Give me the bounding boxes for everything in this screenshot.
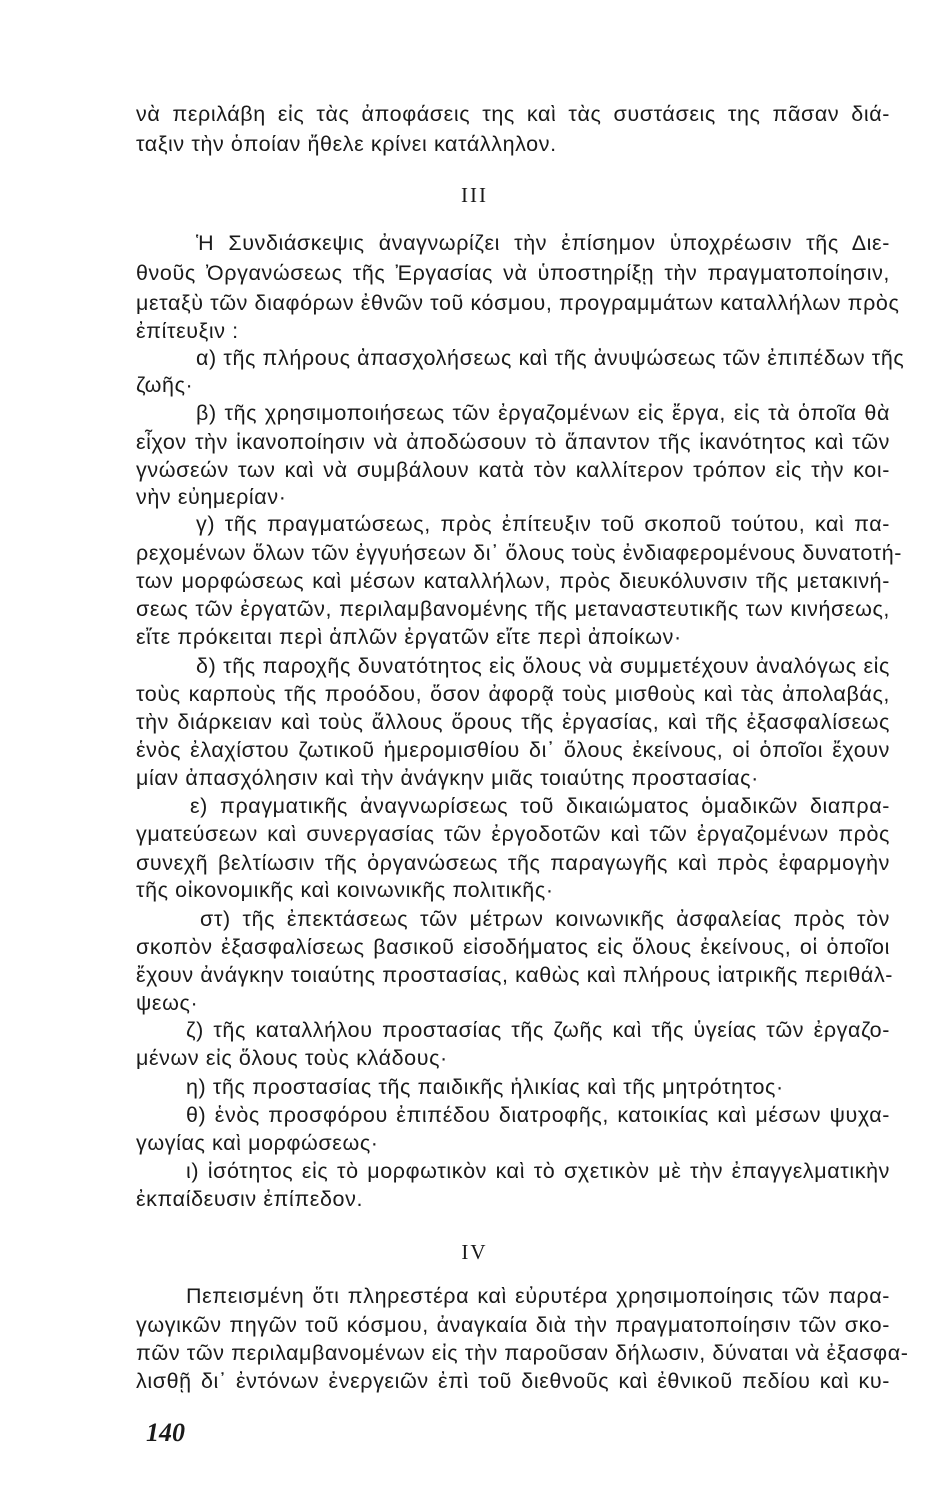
text-line: ψεως· <box>136 991 199 1015</box>
text-line: σεως τῶν ἐργατῶν, περιλαμβανομένης τῆς μεταναστευτικῆς των κινήσεως, <box>136 597 890 621</box>
text-line: ἑνὸς ἐλαχίστου ζωτικοῦ ἡμερομισθίου δι᾽ ὅλους ἐκείνους, οἱ ὁποῖοι ἔχουν <box>136 738 890 762</box>
list-item-e: ε) πραγματικῆς ἀναγνωρίσεως τοῦ δικαιώματος ὁμαδικῶν διαπρα- <box>190 794 890 818</box>
list-item-a: α) τῆς πλήρους ἀπασχολήσεως καὶ τῆς ἀνυψώσεως τῶν ἐπιπέδων τῆς <box>196 346 905 370</box>
text-line: μίαν ἀπασχόλησιν καὶ τὴν ἀνάγκην μιᾶς τοιαύτης προστασίας· <box>136 766 759 790</box>
section-heading-iv: IV <box>461 1240 488 1264</box>
text-line: εἴτε πρόκειται περὶ ἁπλῶν ἐργατῶν εἴτε περὶ ἀποίκων· <box>136 625 682 649</box>
list-item-st: στ) τῆς ἐπεκτάσεως τῶν μέτρων κοινωνικῆς ἀσφαλείας πρὸς τὸν <box>200 907 890 931</box>
text-line: ταξιν τὴν ὁποίαν ἤθελε κρίνει κατάλληλον. <box>136 132 557 156</box>
text-line: νὰ περιλάβη εἰς τὰς ἀποφάσεις της καὶ τὰς συστάσεις της πᾶσαν διά- <box>136 102 890 126</box>
text-line: γματεύσεων καὶ συνεργασίας τῶν ἐργοδοτῶν καὶ τῶν ἐργαζομένων πρὸς <box>136 822 890 846</box>
page-number: 140 <box>146 1418 185 1447</box>
text-line: γνώσεών των καὶ νὰ συμβάλουν κατὰ τὸν καλλίτερον τρόπον εἰς τὴν κοι- <box>136 458 890 482</box>
section-heading-iii: III <box>461 183 488 207</box>
list-item-iota: ι) ἰσότητος εἰς τὸ μορφωτικὸν καὶ τὸ σχετικὸν μὲ τὴν ἐπαγγελματικὴν <box>186 1159 890 1183</box>
text-line: μεταξὺ τῶν διαφόρων ἐθνῶν τοῦ κόσμου, προγραμμάτων καταλλήλων πρὸς <box>136 291 900 315</box>
list-item-z: ζ) τῆς καταλλήλου προστασίας τῆς ζωῆς καὶ τῆς ὑγείας τῶν ἐργαζο- <box>186 1018 890 1042</box>
list-item-th: θ) ἑνὸς προσφόρου ἐπιπέδου διατροφῆς, κατοικίας καὶ μέσων ψυχα- <box>186 1103 890 1127</box>
text-line: ἔχουν ἀνάγκην τοιαύτης προστασίας, καθὼς καὶ πλήρους ἰατρικῆς περιθάλ- <box>136 963 894 987</box>
list-item-b: β) τῆς χρησιμοποιήσεως τῶν ἐργαζομένων εἰς ἔργα, εἰς τὰ ὁποῖα θὰ <box>196 401 890 425</box>
text-line: μένων εἰς ὅλους τοὺς κλάδους· <box>136 1046 448 1070</box>
text-line: Πεπεισμένη ὅτι πληρεστέρα καὶ εὐρυτέρα χρησιμοποίησις τῶν παρα- <box>186 1284 890 1308</box>
text-line: λισθῇ δι᾽ ἐντόνων ἐνεργειῶν ἐπὶ τοῦ διεθνοῦς καὶ ἐθνικοῦ πεδίου καὶ κυ- <box>136 1369 890 1393</box>
list-item-i: η) τῆς προστασίας τῆς παιδικῆς ἡλικίας καὶ τῆς μητρότητος· <box>186 1075 784 1099</box>
text-line: εἶχον τὴν ἱκανοποίησιν νὰ ἀποδώσουν τὸ ἅπαντον τῆς ἱκανότητος καὶ τῶν <box>136 430 890 454</box>
text-line: ἐκπαίδευσιν ἐπίπεδον. <box>136 1187 364 1211</box>
text-line: τὴν διάρκειαν καὶ τοὺς ἄλλους ὅρους τῆς ἐργασίας, καὶ τῆς ἐξασφαλίσεως <box>136 710 890 734</box>
text-line: ζωῆς· <box>136 373 194 397</box>
text-line: σκοπὸν ἐξασφαλίσεως βασικοῦ εἰσοδήματος εἰς ὅλους ἐκείνους, οἱ ὁποῖοι <box>136 935 890 959</box>
list-item-g: γ) τῆς πραγματώσεως, πρὸς ἐπίτευξιν τοῦ σκοποῦ τούτου, καὶ πα- <box>196 512 890 536</box>
text-line: θνοῦς Ὀργανώσεως τῆς Ἐργασίας νὰ ὑποστηρίξῃ τὴν πραγματοποίησιν, <box>136 261 890 285</box>
text-line: Ἡ Συνδιάσκεψις ἀναγνωρίζει τὴν ἐπίσημον ὑποχρέωσιν τῆς Διε- <box>196 231 890 255</box>
text-line: συνεχῆ βελτίωσιν τῆς ὀργανώσεως τῆς παραγωγῆς καὶ πρὸς ἐφαρμογὴν <box>136 851 890 875</box>
text-line: των μορφώσεως καὶ μέσων καταλλήλων, πρὸς διευκόλυνσιν τῆς μετακινή- <box>136 569 890 593</box>
text-line: νὴν εὐημερίαν· <box>136 485 287 509</box>
list-item-d: δ) τῆς παροχῆς δυνατότητος εἰς ὅλους νὰ συμμετέχουν ἀναλόγως εἰς <box>196 654 890 678</box>
text-line: τῆς οἰκονομικῆς καὶ κοινωνικῆς πολιτικῆς· <box>136 878 554 902</box>
text-line: τοὺς καρποὺς τῆς προόδου, ὅσον ἀφορᾷ τοὺς μισθοὺς καὶ τὰς ἀπολαβάς, <box>136 682 890 706</box>
text-line: πῶν τῶν περιλαμβανομένων εἰς τὴν παροῦσαν δήλωσιν, δύναται νὰ ἐξασφα- <box>136 1341 909 1365</box>
text-line: ρεχομένων ὅλων τῶν ἐγγυήσεων δι᾽ ὅλους τοὺς ἐνδιαφερομένους δυνατοτή- <box>136 541 903 565</box>
text-line: γωγικῶν πηγῶν τοῦ κόσμου, ἀναγκαία διὰ τὴν πραγματοποίησιν τῶν σκο- <box>136 1313 890 1337</box>
text-line: ἐπίτευξιν : <box>136 319 239 343</box>
text-line: γωγίας καὶ μορφώσεως· <box>136 1131 379 1155</box>
